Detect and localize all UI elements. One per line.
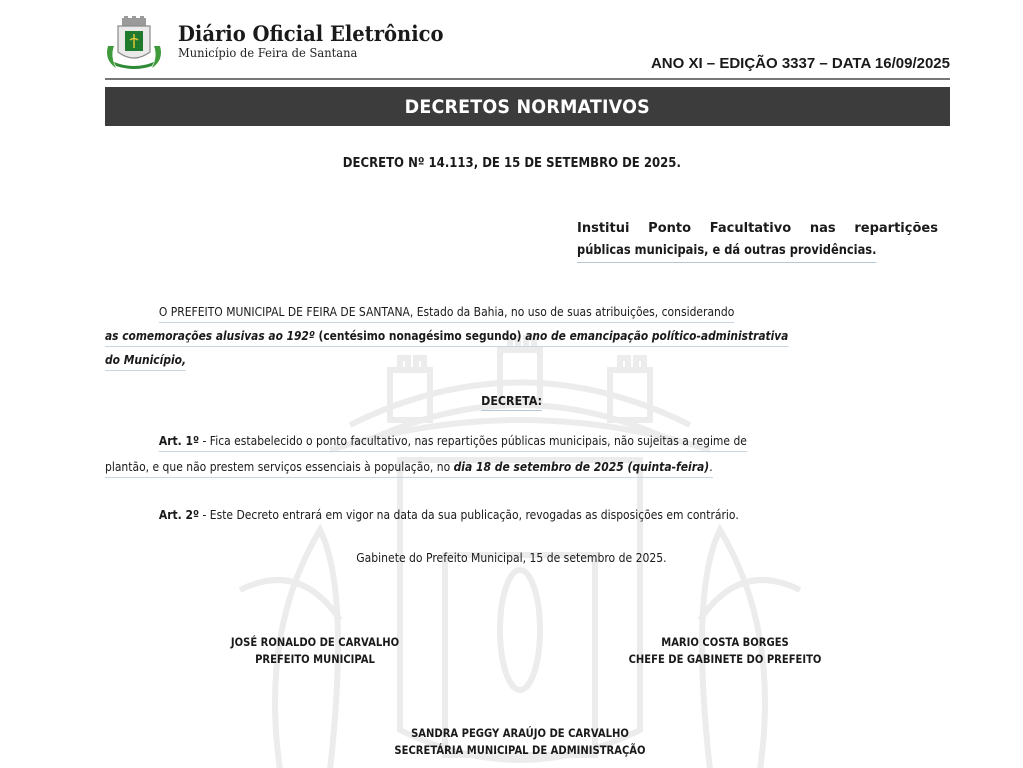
preamble-paragraph xyxy=(105,300,938,372)
section-header-bar xyxy=(105,87,950,126)
ementa-line-2: públicas municipais, e dá outras providências. xyxy=(577,240,876,263)
article-1-line-1: Art. 1º - Fica estabelecido o ponto facultativo, nas repartições públicas municipais, não sujeitas a regime de xyxy=(159,431,747,452)
signature-role: SECRETÁRIA MUNICIPAL DE ADMINISTRAÇÃO xyxy=(394,743,646,757)
section-title: DECRETOS NORMATIVOS xyxy=(404,95,651,118)
signature-admin-secretary xyxy=(360,725,680,759)
article-1 xyxy=(105,429,938,479)
preamble-line-3: do Município, xyxy=(105,350,186,371)
header-divider xyxy=(105,78,950,80)
signature-role: PREFEITO MUNICIPAL xyxy=(255,652,375,666)
publication-subtitle: Município de Feira de Santana xyxy=(178,45,358,60)
edition-info: ANO XI – EDIÇÃO 3337 – DATA 16/09/2025 xyxy=(650,55,950,72)
article-2-label: Art. 2º xyxy=(158,507,200,522)
decree-ementa xyxy=(577,218,938,263)
preamble-line-2: as comemorações alusivas ao 192º (centésimo nonagésimo segundo) ano de emancipação político-administrativa xyxy=(105,326,788,347)
article-2 xyxy=(105,503,938,527)
signature-name: JOSÉ RONALDO DE CARVALHO xyxy=(230,635,400,649)
signature-name: SANDRA PEGGY ARAÚJO DE CARVALHO xyxy=(411,726,629,740)
publication-title: Diário Oficial Eletrônico xyxy=(178,21,444,46)
municipal-coat-of-arms-icon xyxy=(102,16,166,72)
publication-title-block xyxy=(178,22,464,60)
signature-mayor xyxy=(195,634,435,668)
article-1-line-2: plantão, e que não prestem serviços essenciais à população, no dia 18 de setembro de 2025 (quinta-feira). xyxy=(105,457,713,478)
place-and-date: Gabinete do Prefeito Municipal, 15 de setembro de 2025. xyxy=(356,550,667,565)
signature-role: CHEFE DE GABINETE DO PREFEITO xyxy=(628,652,822,666)
ementa-line-1: Institui Ponto Facultativo nas repartições xyxy=(577,221,938,236)
signature-chief-of-staff xyxy=(600,634,850,668)
signature-name: MARIO COSTA BORGES xyxy=(661,635,789,649)
decreta-heading: DECRETA: xyxy=(0,393,1023,411)
preamble-line-1: O PREFEITO MUNICIPAL DE FEIRA DE SANTANA, Estado da Bahia, no uso de suas atribuições, considerando xyxy=(159,302,734,323)
article-1-label: Art. 1º xyxy=(158,433,200,448)
article-2-line: Art. 2º - Este Decreto entrará em vigor na data da sua publicação, revogadas as disposições em contrário. xyxy=(158,507,739,522)
decree-title: DECRETO Nº 14.113, DE 15 DE SETEMBRO DE 2025. xyxy=(342,156,681,171)
